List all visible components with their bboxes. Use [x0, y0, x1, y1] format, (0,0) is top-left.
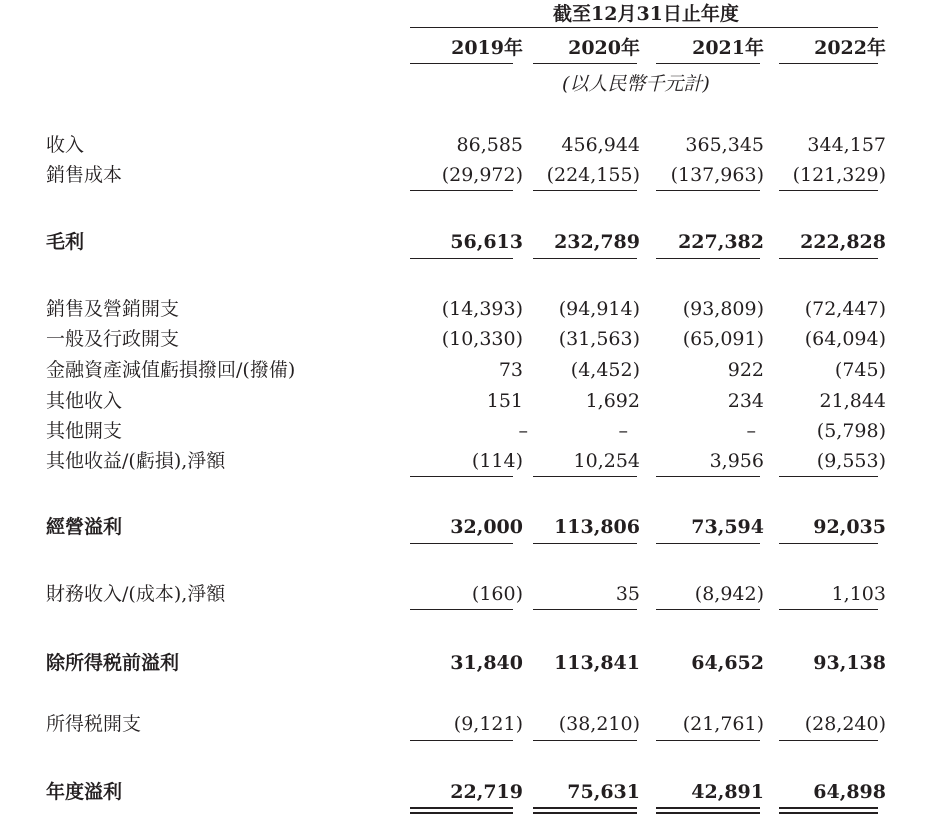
cell-income-tax-2021: (21,761): [682, 713, 764, 735]
cell-profit-before-tax-2020: 113,841: [554, 652, 640, 674]
row-label-finance-net: 財務收入/(成本),淨額: [46, 583, 226, 605]
row-label-other-gains: 其他收益/(虧損),淨額: [46, 450, 226, 472]
rule-after-other-gains: [533, 476, 637, 477]
cell-cost-of-sales-2019: (29,972): [441, 164, 523, 186]
rule-after-gross-profit: [656, 258, 760, 259]
row-label-other-expenses: 其他開支: [46, 420, 123, 442]
cell-income-tax-2019: (9,121): [453, 713, 523, 735]
period-header: 截至12月31日止年度: [553, 3, 739, 25]
rule-after-operating-profit: [410, 543, 513, 544]
rule-after-income-tax: [779, 740, 878, 741]
cell-other-income-2022: 21,844: [819, 390, 886, 412]
rule-after-operating-profit: [656, 543, 760, 544]
cell-finance-net-2022: 1,103: [831, 583, 886, 605]
cell-other-gains-2020: 10,254: [573, 450, 640, 472]
cell-finance-net-2020: 35: [615, 583, 640, 605]
cell-other-income-2019: 151: [486, 390, 523, 412]
rule-after-cost-of-sales: [410, 190, 513, 191]
cell-impairment-2020: (4,452): [570, 359, 640, 381]
cell-admin-expenses-2022: (64,094): [804, 328, 886, 350]
row-label-other-income: 其他收入: [46, 390, 123, 412]
row-label-cost-of-sales: 銷售成本: [46, 164, 123, 186]
cell-operating-profit-2021: 73,594: [691, 516, 764, 538]
year-header-2021: 2021年: [692, 37, 764, 59]
rule-after-income-tax: [533, 740, 637, 741]
double-rule-bottom: [656, 812, 760, 814]
row-label-selling-expenses: 銷售及營銷開支: [46, 298, 180, 320]
double-rule-bottom: [533, 812, 637, 814]
year-header-2022: 2022年: [814, 37, 886, 59]
cell-cost-of-sales-2020: (224,155): [546, 164, 640, 186]
cell-other-gains-2021: 3,956: [709, 450, 764, 472]
cell-profit-before-tax-2019: 31,840: [450, 652, 523, 674]
cell-operating-profit-2019: 32,000: [450, 516, 523, 538]
cell-cost-of-sales-2021: (137,963): [670, 164, 764, 186]
cell-admin-expenses-2019: (10,330): [441, 328, 523, 350]
cell-admin-expenses-2021: (65,091): [682, 328, 764, 350]
row-label-profit-for-year: 年度溢利: [46, 781, 123, 803]
year-rule-2022: [779, 63, 878, 64]
cell-other-expenses-2021: –: [746, 420, 756, 442]
cell-other-income-2020: 1,692: [585, 390, 640, 412]
double-rule-bottom: [779, 812, 878, 814]
row-label-income-tax: 所得税開支: [46, 713, 142, 735]
period-header-rule: [410, 27, 878, 28]
double-rule-top: [410, 807, 513, 809]
cell-impairment-2019: 73: [498, 359, 523, 381]
cell-other-expenses-2022: (5,798): [816, 420, 886, 442]
unit-note: (以人民幣千元計): [562, 73, 710, 95]
double-rule-top: [656, 807, 760, 809]
row-label-admin-expenses: 一般及行政開支: [46, 328, 180, 350]
cell-selling-expenses-2022: (72,447): [804, 298, 886, 320]
cell-profit-before-tax-2021: 64,652: [691, 652, 764, 674]
cell-revenue-2022: 344,157: [807, 134, 886, 156]
rule-after-cost-of-sales: [656, 190, 760, 191]
cell-finance-net-2019: (160): [471, 583, 523, 605]
row-label-profit-before-tax: 除所得税前溢利: [46, 652, 180, 674]
cell-profit-for-year-2019: 22,719: [450, 781, 523, 803]
cell-admin-expenses-2020: (31,563): [558, 328, 640, 350]
cell-selling-expenses-2019: (14,393): [441, 298, 523, 320]
year-rule-2019: [410, 63, 513, 64]
cell-impairment-2022: (745): [834, 359, 886, 381]
cell-other-gains-2019: (114): [471, 450, 523, 472]
rule-after-finance-net: [656, 609, 760, 610]
cell-selling-expenses-2020: (94,914): [558, 298, 640, 320]
row-label-gross-profit: 毛利: [46, 231, 85, 253]
cell-revenue-2020: 456,944: [561, 134, 640, 156]
row-label-operating-profit: 經營溢利: [46, 516, 123, 538]
year-rule-2020: [533, 63, 637, 64]
cell-gross-profit-2019: 56,613: [450, 231, 523, 253]
row-label-revenue: 收入: [46, 134, 85, 156]
cell-other-gains-2022: (9,553): [816, 450, 886, 472]
rule-after-other-gains: [779, 476, 878, 477]
cell-other-expenses-2020: –: [618, 420, 628, 442]
rule-after-gross-profit: [533, 258, 637, 259]
row-label-impairment: 金融資產減值虧損撥回/(撥備): [46, 359, 296, 381]
double-rule-top: [779, 807, 878, 809]
cell-cost-of-sales-2022: (121,329): [792, 164, 886, 186]
rule-after-income-tax: [410, 740, 513, 741]
cell-revenue-2019: 86,585: [456, 134, 523, 156]
rule-after-income-tax: [656, 740, 760, 741]
cell-other-income-2021: 234: [727, 390, 764, 412]
cell-profit-for-year-2022: 64,898: [813, 781, 886, 803]
cell-gross-profit-2021: 227,382: [678, 231, 764, 253]
cell-gross-profit-2022: 222,828: [800, 231, 886, 253]
cell-profit-for-year-2020: 75,631: [567, 781, 640, 803]
year-header-2019: 2019年: [451, 37, 523, 59]
cell-income-tax-2020: (38,210): [558, 713, 640, 735]
rule-after-other-gains: [656, 476, 760, 477]
cell-impairment-2021: 922: [727, 359, 764, 381]
rule-after-finance-net: [533, 609, 637, 610]
rule-after-cost-of-sales: [533, 190, 637, 191]
double-rule-bottom: [410, 812, 513, 814]
rule-after-finance-net: [410, 609, 513, 610]
year-header-2020: 2020年: [568, 37, 640, 59]
cell-other-expenses-2019: –: [518, 420, 528, 442]
cell-profit-for-year-2021: 42,891: [691, 781, 764, 803]
cell-income-tax-2022: (28,240): [804, 713, 886, 735]
double-rule-top: [533, 807, 637, 809]
cell-profit-before-tax-2022: 93,138: [813, 652, 886, 674]
rule-after-operating-profit: [779, 543, 878, 544]
rule-after-gross-profit: [410, 258, 513, 259]
rule-after-finance-net: [779, 609, 878, 610]
cell-finance-net-2021: (8,942): [694, 583, 764, 605]
rule-after-operating-profit: [533, 543, 637, 544]
cell-revenue-2021: 365,345: [685, 134, 764, 156]
cell-gross-profit-2020: 232,789: [554, 231, 640, 253]
cell-selling-expenses-2021: (93,809): [682, 298, 764, 320]
cell-operating-profit-2020: 113,806: [554, 516, 640, 538]
year-rule-2021: [656, 63, 760, 64]
cell-operating-profit-2022: 92,035: [813, 516, 886, 538]
rule-after-cost-of-sales: [779, 190, 878, 191]
rule-after-gross-profit: [779, 258, 878, 259]
rule-after-other-gains: [410, 476, 513, 477]
